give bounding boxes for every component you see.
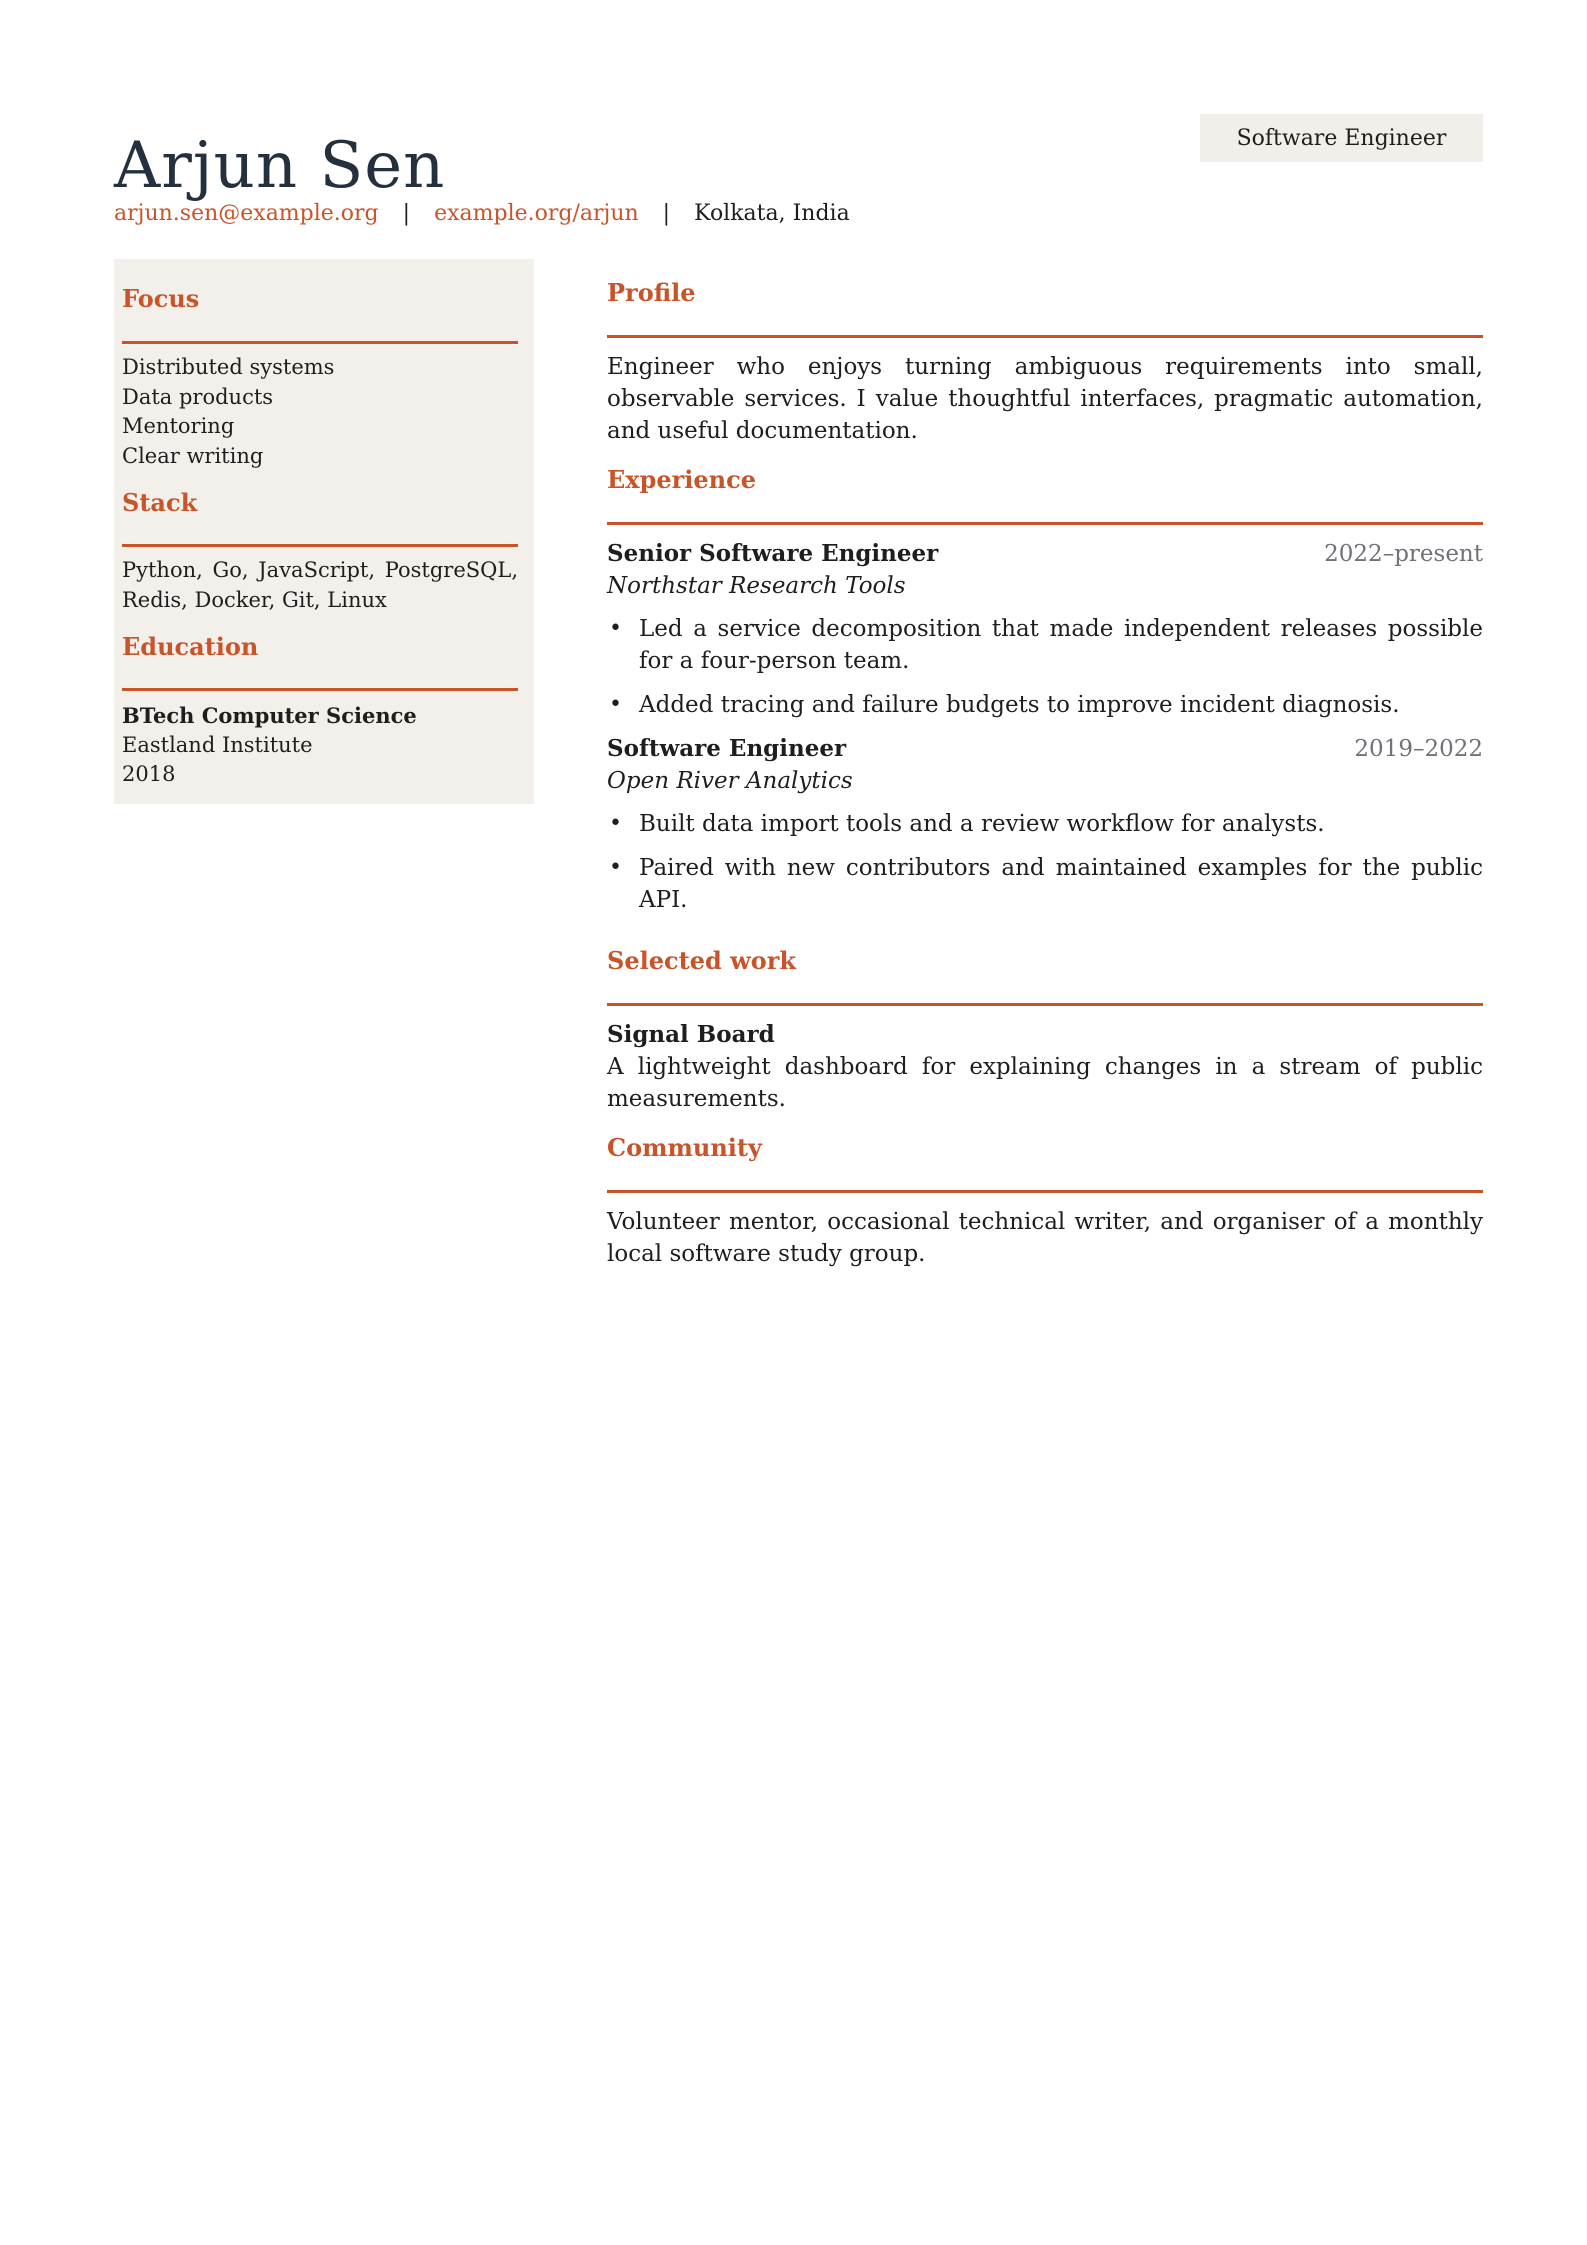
contact-separator: | <box>662 200 671 226</box>
project-entry <box>607 1019 1483 1115</box>
stack-heading: Stack <box>122 488 198 517</box>
education-year: 2018 <box>122 762 176 786</box>
job-organization: Northstar Research Tools <box>607 573 906 599</box>
job-entry <box>607 538 1483 721</box>
selected-work-heading: Selected work <box>607 946 797 975</box>
community-rule <box>607 1190 1483 1193</box>
project-description: A lightweight dashboard for explaining changes in a stream of public measurements. <box>607 1054 1483 1112</box>
sidebar <box>114 259 534 804</box>
stack-text: Python, Go, JavaScript, PostgreSQL, Redis, Docker, Git, Linux <box>122 558 518 612</box>
job-bullet: • Added tracing and failure budgets to improve incident diagnosis. <box>607 689 1483 721</box>
experience-rule <box>607 522 1483 525</box>
profile-text: Engineer who enjoys turning ambiguous requirements into small, observable services. I value thoughtful interfaces, pragmatic automation, and useful documentation. <box>607 354 1483 444</box>
contact-separator: | <box>402 200 411 226</box>
focus-item: Mentoring <box>122 414 235 438</box>
education-block <box>122 701 518 790</box>
contact-line <box>114 198 850 228</box>
job-bullet: • Paired with new contributors and maintained examples for the public API. <box>607 852 1483 916</box>
focus-item: Data products <box>122 384 274 409</box>
education-institution: Eastland Institute <box>122 732 313 757</box>
job-title: Senior Software Engineer <box>607 540 939 567</box>
email-link[interactable]: arjun.sen@example.org <box>114 200 379 226</box>
education-heading: Education <box>122 632 259 661</box>
candidate-name: Arjun Sen <box>114 129 446 203</box>
focus-list <box>122 353 518 471</box>
location: Kolkata, India <box>694 200 850 226</box>
selected-work-rule <box>607 1003 1483 1006</box>
community-text: Volunteer mentor, occasional technical writer, and organiser of a monthly local software study group. <box>607 1209 1483 1267</box>
job-bullets <box>607 613 1483 721</box>
focus-heading: Focus <box>122 284 200 313</box>
focus-rule <box>122 341 518 344</box>
profile-heading: Profile <box>607 278 696 307</box>
education-degree: BTech Computer Science <box>122 703 417 728</box>
job-bullets <box>607 808 1483 916</box>
job-organization: Open River Analytics <box>607 768 853 794</box>
stack-rule <box>122 544 518 547</box>
job-entry <box>607 733 1483 916</box>
profile-rule <box>607 335 1483 338</box>
community-heading: Community <box>607 1133 762 1162</box>
focus-item: Clear writing <box>122 443 264 468</box>
project-name: Signal Board <box>607 1021 775 1048</box>
focus-item: Distributed systems <box>122 355 335 379</box>
job-title: Software Engineer <box>607 735 847 762</box>
job-dates: 2019–2022 <box>1354 736 1483 762</box>
education-rule <box>122 688 518 691</box>
job-bullet: • Led a service decomposition that made independent releases possible for a four-person team. <box>607 613 1483 677</box>
job-bullet: • Built data import tools and a review workflow for analysts. <box>607 808 1483 840</box>
experience-heading: Experience <box>607 465 757 494</box>
role-badge: Software Engineer <box>1200 114 1483 162</box>
job-dates: 2022–present <box>1324 541 1483 567</box>
website-link[interactable]: example.org/arjun <box>434 200 639 226</box>
